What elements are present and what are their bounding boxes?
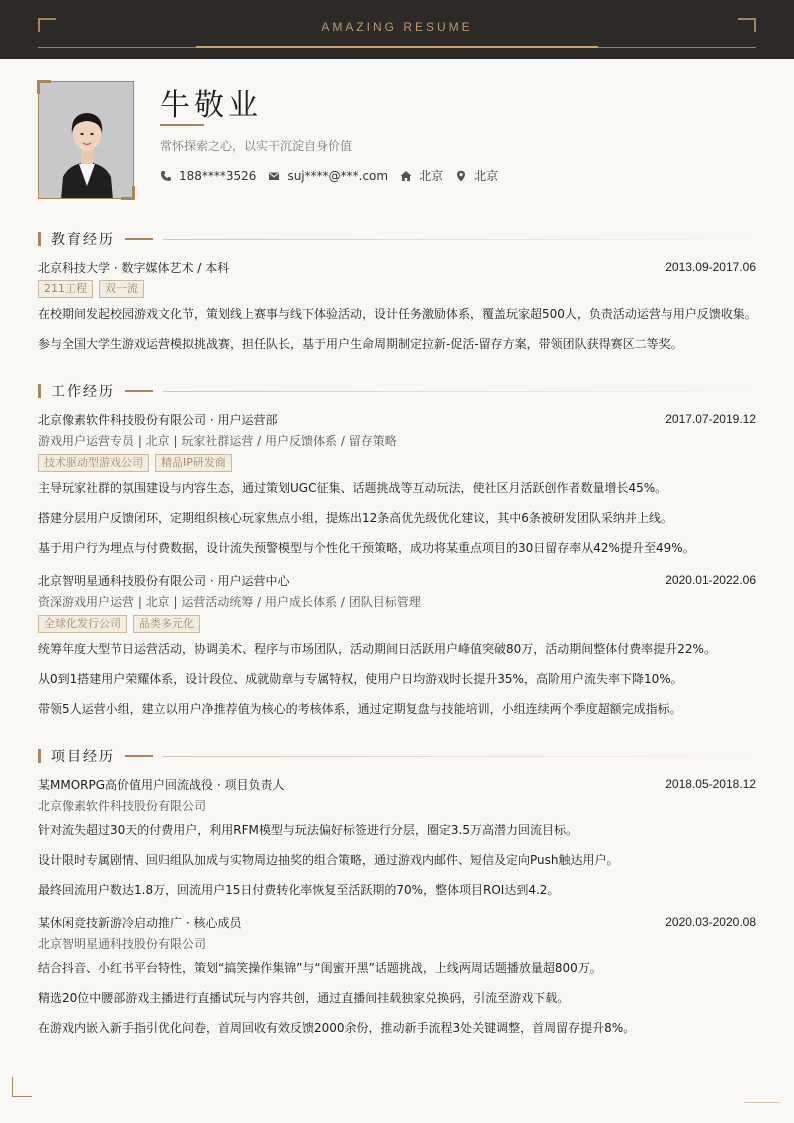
section-rule <box>163 239 756 240</box>
header-divider-accent <box>196 46 598 48</box>
bullet: 在校期间发起校园游戏文化节，策划线上赛事与线下体验活动，设计任务激励体系，覆盖玩家超500人，负责活动运营与用户反馈收集。 <box>38 307 757 321</box>
section-title: 教育经历 <box>51 232 115 248</box>
project-entry <box>38 913 756 953</box>
bullet: 带领5人运营小组，建立以用户净推荐值为核心的考核体系，通过定期复盘与技能培训，小组连续两个季度超额完成指标。 <box>38 702 682 716</box>
entry-subtitle: 资深游戏用户运营 | 北京 | 运营活动统筹 / 用户成长体系 / 团队目标管理 <box>38 595 421 609</box>
bullet: 搭建分层用户反馈闭环，定期组织核心玩家焦点小组，提炼出12条高优先级优化建议，其中6条被研发团队采纳并上线。 <box>38 511 673 525</box>
project-entry <box>38 775 756 815</box>
bullet: 统筹年度大型节日运营活动，协调美术、程序与市场团队，活动期间日活跃用户峰值突破80万，活动期间整体付费率提升22%。 <box>38 642 716 656</box>
phone-number: 188****3526 <box>179 168 257 183</box>
tag: 211工程 <box>38 280 93 298</box>
entry-date: 2017.07-2019.12 <box>665 412 756 426</box>
entry-date: 2020.03-2020.08 <box>665 915 756 929</box>
tag: 双一流 <box>99 280 144 298</box>
photo-corner-accent <box>37 80 51 94</box>
tag: 品类多元化 <box>133 615 200 633</box>
entry-title: 北京智明星通科技股份有限公司 · 用户运营中心 <box>38 573 290 588</box>
name-underline <box>160 124 204 126</box>
section-marker <box>38 384 41 398</box>
education-entry <box>38 258 756 298</box>
photo-frame <box>38 81 134 199</box>
section-dash <box>125 238 153 240</box>
entry-date: 2013.09-2017.06 <box>665 260 756 274</box>
section-dash <box>125 390 153 392</box>
tag: 全球化发行公司 <box>38 615 127 633</box>
photo-corner-accent <box>121 186 135 200</box>
section-header <box>38 746 756 766</box>
email-icon <box>268 170 280 182</box>
avatar <box>39 82 134 199</box>
bullet: 从0到1搭建用户荣耀体系，设计段位、成就勋章与专属特权，使用户日均游戏时长提升35%，高阶用户流失率下降10%。 <box>38 672 683 686</box>
bullet: 结合抖音、小红书平台特性，策划“搞笑操作集锦”与“闺蜜开黑”话题挑战，上线两周话题播放量超800万。 <box>38 961 602 975</box>
entry-date: 2020.01-2022.06 <box>665 573 756 587</box>
home-icon <box>400 170 412 182</box>
entry-title: 某休闲竞技新游冷启动推广 · 核心成员 <box>38 915 242 930</box>
section-title: 项目经历 <box>51 749 115 765</box>
phone-icon <box>160 170 172 182</box>
bullet: 在游戏内嵌入新手指引优化问卷，首周回收有效反馈2000余份，推动新手流程3处关键调整，首周留存提升8%。 <box>38 1021 636 1035</box>
hometown: 北京 <box>419 169 444 183</box>
section-marker <box>38 232 41 246</box>
bullet: 设计限时专属剧情、回归组队加成与实物周边抽奖的组合策略，通过游戏内邮件、短信及定向Push触达用户。 <box>38 853 619 867</box>
entry-header <box>38 258 756 276</box>
entry-header <box>38 913 756 931</box>
contact-phone <box>160 169 256 183</box>
bullet: 针对流失超过30天的付费用户，利用RFM模型与玩法偏好标签进行分层，圈定3.5万高潜力回流目标。 <box>38 823 578 837</box>
entry-title: 北京科技大学 · 数字媒体艺术 / 本科 <box>38 260 230 275</box>
education-section <box>38 229 756 249</box>
profile-photo <box>38 81 134 199</box>
tag-list <box>38 454 756 472</box>
bullet: 参与全国大学生游戏运营模拟挑战赛，担任队长，基于用户生命周期制定拉新-促活-留存方案，带领团队获得赛区二等奖。 <box>38 337 683 351</box>
candidate-name: 牛敬业 <box>160 88 262 123</box>
section-dash <box>125 755 153 757</box>
bullet: 精选20位中腰部游戏主播进行直播试玩与内容共创，通过直播间挂载独家兑换码，引流至游戏下载。 <box>38 991 570 1005</box>
section-header <box>38 229 756 249</box>
entry-header <box>38 571 756 589</box>
tag-list <box>38 280 756 298</box>
entry-title: 某MMORPG高价值用户回流战役 · 项目负责人 <box>38 777 285 792</box>
contact-row <box>160 167 510 184</box>
header-title: AMAZING RESUME <box>321 20 473 34</box>
bullet: 主导玩家社群的氛围建设与内容生态，通过策划UGC征集、话题挑战等互动玩法，使社区月活跃创作者数量增长45%。 <box>38 481 668 495</box>
contact-hometown <box>400 167 443 184</box>
section-header <box>38 381 756 401</box>
tag: 精品IP研发商 <box>155 454 232 472</box>
section-title: 工作经历 <box>51 384 115 400</box>
bullet: 最终回流用户数达1.8万，回流用户15日付费转化率恢复至活跃期的70%，整体项目ROI达到4.2。 <box>38 883 560 897</box>
projects-section <box>38 746 756 766</box>
work-entry <box>38 571 756 633</box>
entry-header <box>38 410 756 428</box>
entry-title: 北京像素软件科技股份有限公司 · 用户运营部 <box>38 412 278 427</box>
entry-header <box>38 775 756 793</box>
email-address: suj****@***.com <box>287 168 389 183</box>
contact-email <box>268 169 388 183</box>
location-pin-icon <box>455 170 467 182</box>
section-rule <box>163 756 756 757</box>
work-entry <box>38 410 756 472</box>
section-marker <box>38 749 41 763</box>
work-section <box>38 381 756 401</box>
entry-subtitle: 北京智明星通科技股份有限公司 <box>38 937 207 951</box>
tag-list <box>38 615 756 633</box>
footer-corner-ornament <box>12 1077 32 1097</box>
footer-line-ornament <box>744 1102 780 1103</box>
header-bar <box>0 0 794 59</box>
bullet: 基于用户行为埋点与付费数据，设计流失预警模型与个性化干预策略，成功将某重点项目的30日留存率从42%提升至49%。 <box>38 541 695 555</box>
entry-subtitle: 游戏用户运营专员 | 北京 | 玩家社群运营 / 用户反馈体系 / 留存策略 <box>38 434 397 448</box>
contact-location <box>455 167 498 184</box>
location: 北京 <box>474 169 499 183</box>
tagline: 常怀探索之心，以实干沉淀自身价值 <box>160 139 353 153</box>
entry-subtitle: 北京像素软件科技股份有限公司 <box>38 799 207 813</box>
tag: 技术驱动型游戏公司 <box>38 454 149 472</box>
entry-date: 2018.05-2018.12 <box>665 777 756 791</box>
section-rule <box>163 391 756 392</box>
